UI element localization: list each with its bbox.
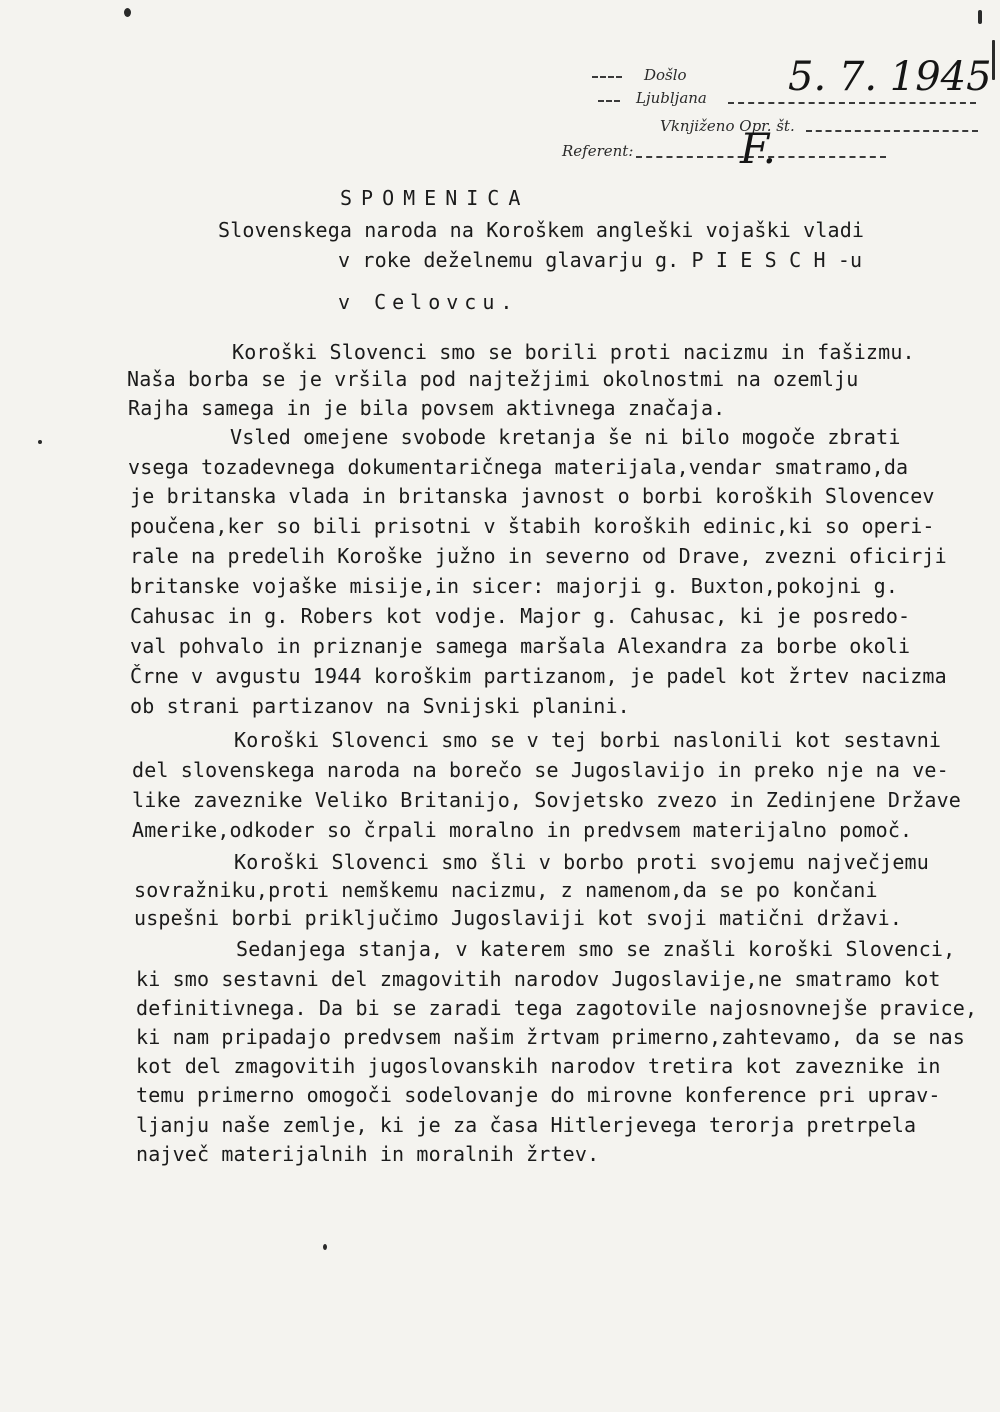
body-line: ljanju naše zemlje, ki je za časa Hitlerjevega terorja pretrpela xyxy=(136,1113,917,1137)
body-line: ki nam pripadajo predvsem našim žrtvam primerno,zahtevamo, da se nas xyxy=(136,1025,965,1049)
body-line: kot del zmagovitih jugoslovanskih narodov tretira kot zaveznike in xyxy=(136,1054,941,1078)
body-line: Vsled omejene svobode kretanja še ni bilo mogoče zbrati xyxy=(230,425,901,449)
scan-speck xyxy=(992,40,995,80)
body-line: uspešni borbi priključimo Jugoslaviji kot svoji matični državi. xyxy=(134,906,903,930)
body-line: poučena,ker so bili prisotni v štabih koroških edinic,ki so operi- xyxy=(130,514,935,538)
stamp-date-line xyxy=(728,102,976,104)
document-title: SPOMENICA xyxy=(340,186,530,210)
body-line: Sedanjega stanja, v katerem smo se znašli koroški Slovenci, xyxy=(236,937,956,961)
stamp-doslo-label: Došlo xyxy=(644,66,687,84)
stamp-referent-label: Referent: xyxy=(562,142,634,160)
scan-speck xyxy=(38,440,42,444)
stamp-vknjizeno-line xyxy=(806,130,978,132)
scan-speck xyxy=(323,1244,327,1250)
body-line: največ materijalnih in moralnih žrtev. xyxy=(136,1142,600,1166)
body-line: Koroški Slovenci smo se v tej borbi naslonili kot sestavni xyxy=(234,728,942,752)
heading-line-1: Slovenskega naroda na Koroškem angleški vojaški vladi xyxy=(218,218,865,242)
body-line: je britanska vlada in britanska javnost o borbi koroških Slovencev xyxy=(130,484,935,508)
scan-speck xyxy=(124,8,131,17)
body-line: val pohvalo in priznanje samega maršala Alexandra za borbe okoli xyxy=(130,634,911,658)
body-line: Amerike,odkoder so črpali moralno in predvsem materijalno pomoč. xyxy=(132,818,913,842)
stamp-dash xyxy=(592,76,622,78)
scan-speck xyxy=(978,10,982,24)
body-line: Cahusac in g. Robers kot vodje. Major g. Cahusac, ki je posredo- xyxy=(130,604,911,628)
body-line: ob strani partizanov na Svnijski planini. xyxy=(130,694,630,718)
body-line: britanske vojaške misije,in sicer: majorji g. Buxton,pokojni g. xyxy=(130,574,899,598)
body-line: rale na predelih Koroške južno in severno od Drave, zvezni oficirji xyxy=(130,544,947,568)
heading-line-3: v Celovcu. xyxy=(338,290,519,314)
heading-line-2: v roke deželnemu glavarju g. P I E S C H -u xyxy=(338,248,863,272)
stamp-date-handwritten: 5. 7. 1945 xyxy=(788,54,992,100)
body-line: Rajha samega in je bila povsem aktivnega značaja. xyxy=(128,396,726,420)
body-line: ki smo sestavni del zmagovitih narodov Jugoslavije,ne smatramo kot xyxy=(136,967,941,991)
body-line: vsega tozadevnega dokumentaričnega materijala,vendar smatramo,da xyxy=(128,455,909,479)
stamp-dash xyxy=(598,100,620,102)
body-line: like zaveznike Veliko Britanijo, Sovjetsko zvezo in Zedinjene Države xyxy=(132,788,961,812)
stamp-ljubljana-label: Ljubljana xyxy=(636,89,707,107)
body-line: Naša borba se je vršila pod najtežjimi okolnostmi na ozemlju xyxy=(127,367,859,391)
body-line: Črne v avgustu 1944 koroškim partizanom, je padel kot žrtev nacizma xyxy=(130,664,947,688)
body-line: definitivnega. Da bi se zaradi tega zagotovile najosnovnejše pravice, xyxy=(136,996,978,1020)
body-line: sovražniku,proti nemškemu nacizmu, z namenom,da se po končani xyxy=(134,878,878,902)
body-line: Koroški Slovenci smo se borili proti nacizmu in fašizmu. xyxy=(232,340,915,364)
stamp-referent-handwritten: F. xyxy=(740,124,776,173)
stamp-vknjizeno-label: Vknjiženo Opr. št. xyxy=(660,117,795,135)
body-line: del slovenskega naroda na borečo se Jugoslavijo in preko nje na ve- xyxy=(132,758,949,782)
body-line: temu primerno omogoči sodelovanje do mirovne konference pri uprav- xyxy=(136,1083,941,1107)
body-line: Koroški Slovenci smo šli v borbo proti svojemu največjemu xyxy=(234,850,929,874)
